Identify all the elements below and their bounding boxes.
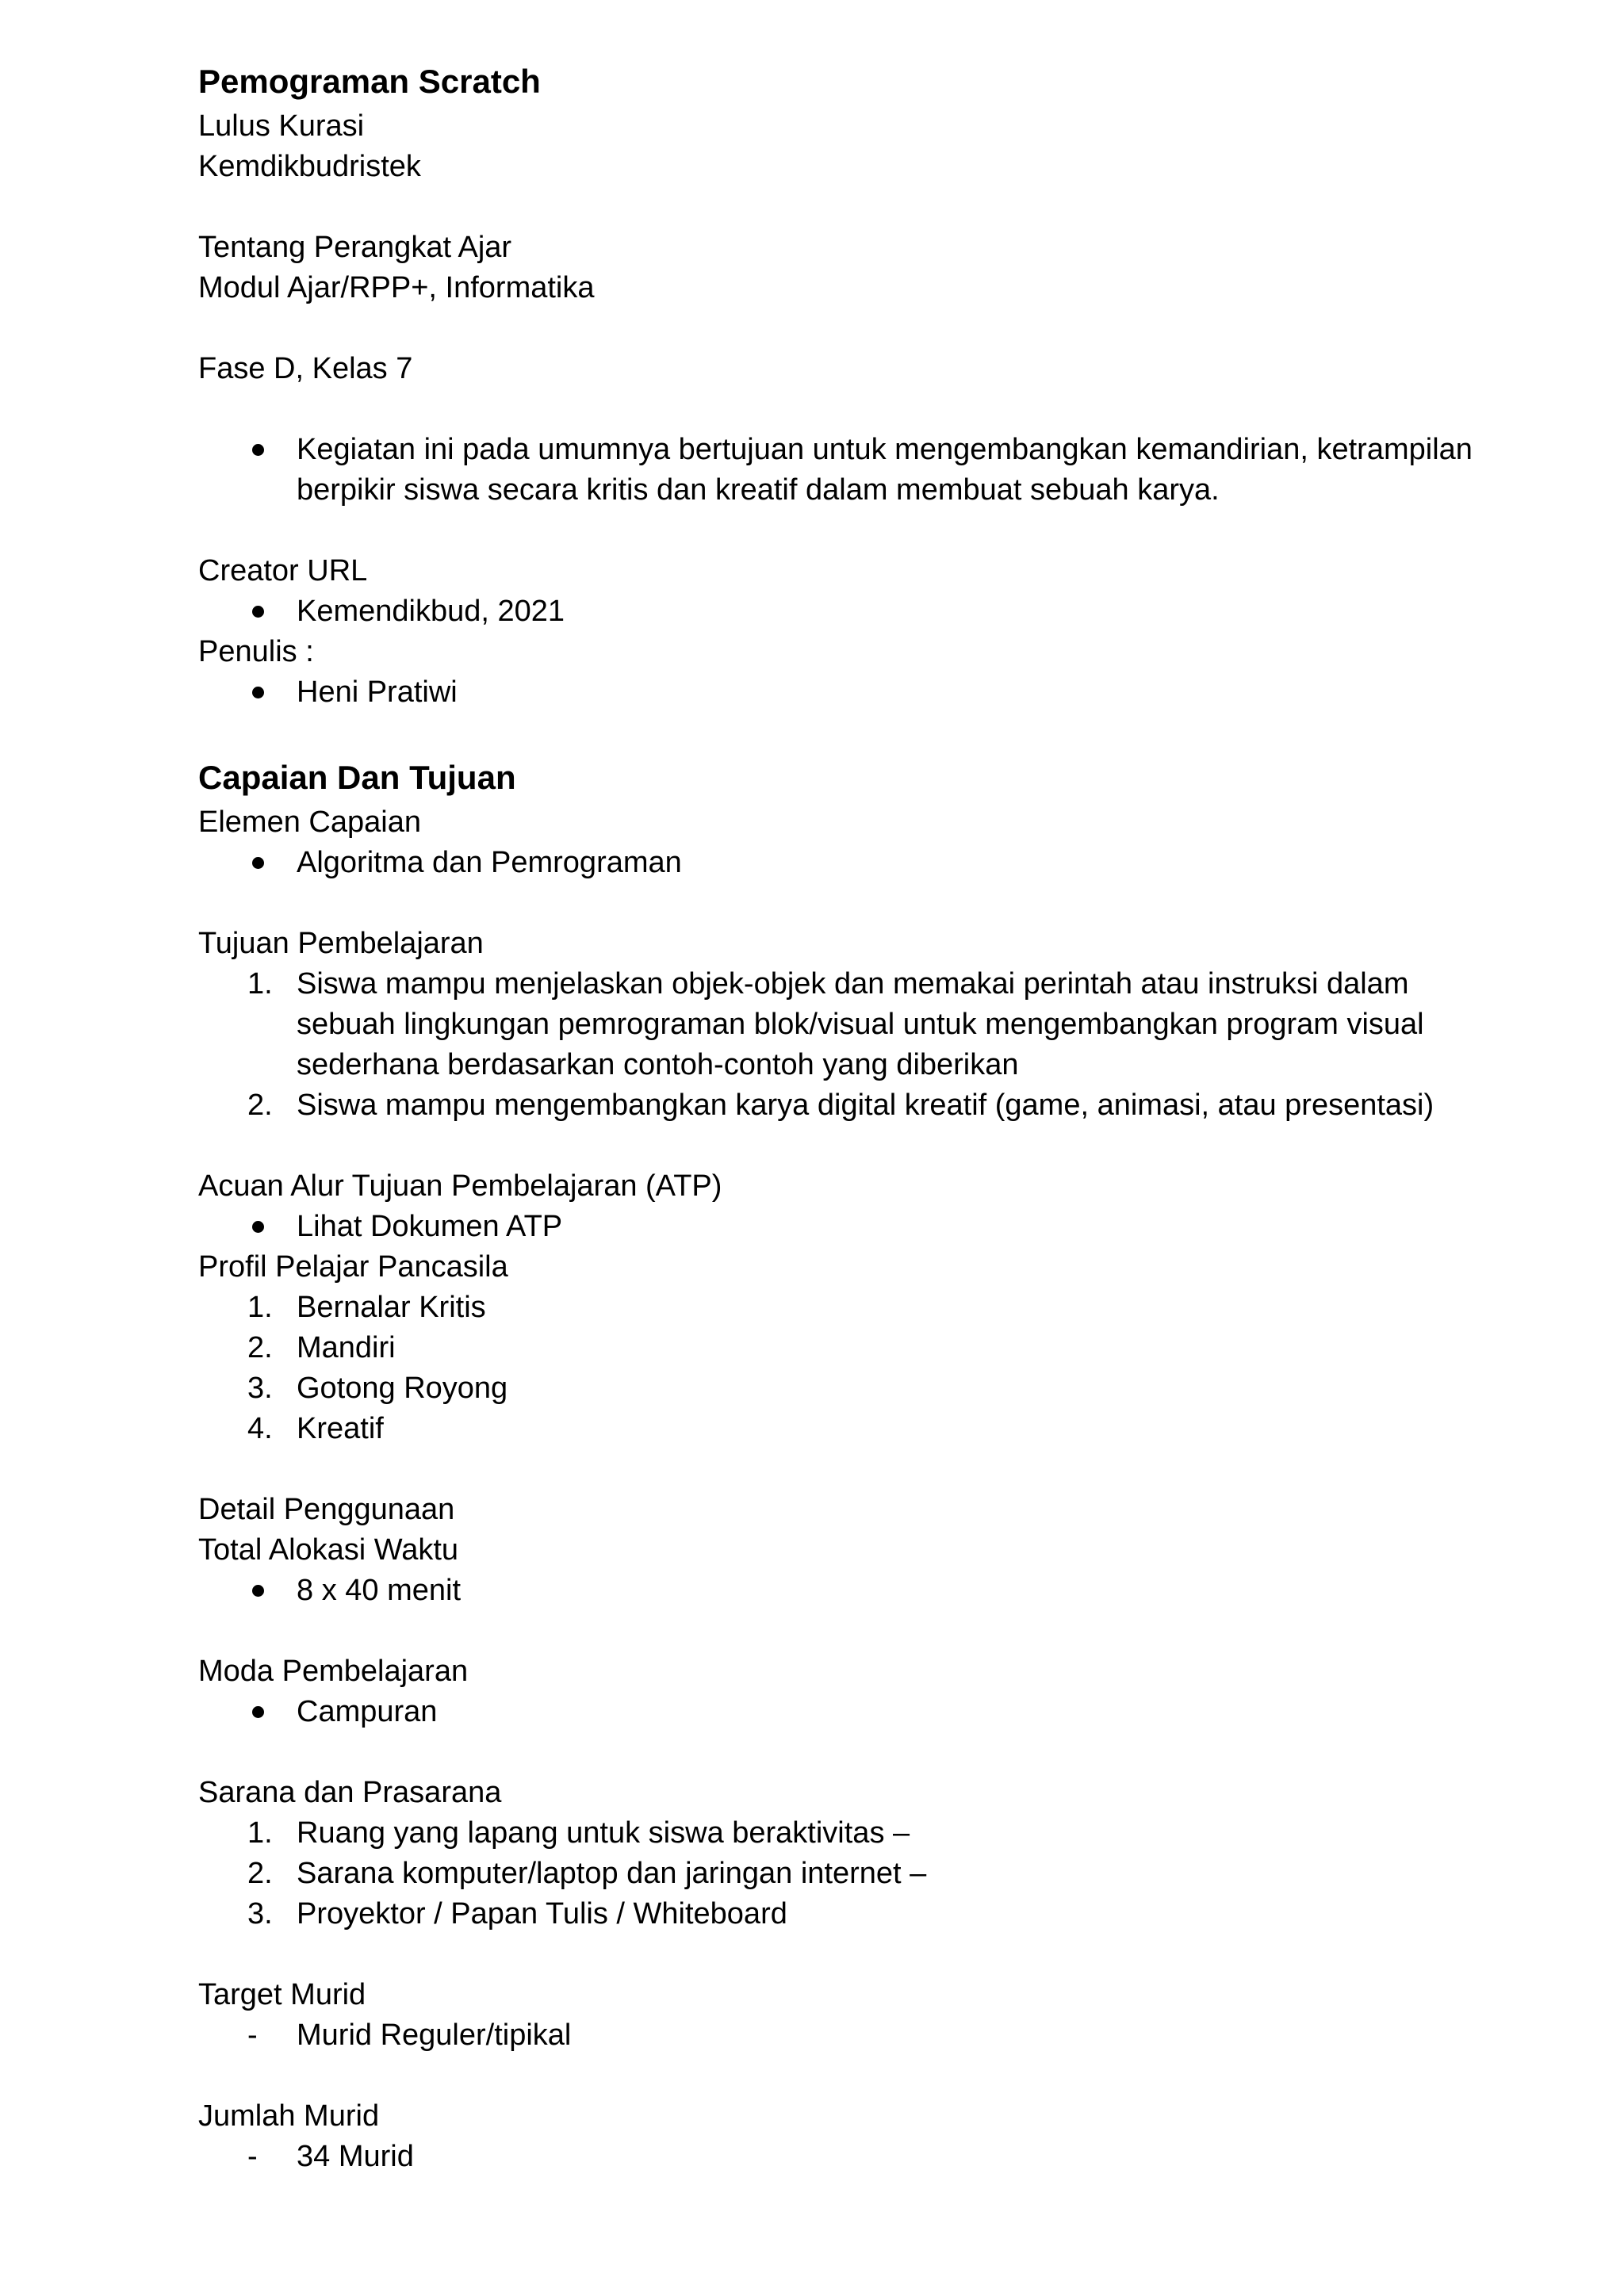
list-text: Bernalar Kritis [297,1291,486,1324]
list-item [198,964,1507,1085]
waktu-label: Total Alokasi Waktu [198,1533,459,1567]
detail-label: Detail Penggunaan [198,1493,455,1526]
document-page [198,57,1507,2177]
list-text: Siswa mampu menjelaskan objek-objek dan memakai perintah atau instruksi dalam sebuah lingkungan pemrograman blok/visual untuk mengembangkan program visual sederhana berdasarkan contoh-contoh yang diberikan [297,967,1424,1081]
moda-label: Moda Pembelajaran [198,1655,469,1688]
profil-label: Profil Pelajar Pancasila [198,1250,508,1284]
target-list [198,2015,1507,2056]
bullet-icon [252,1706,264,1718]
spacer [198,1449,1507,1490]
list-item [198,591,1507,632]
list-item [198,1328,1507,1368]
spacer [198,1732,1507,1773]
waktu-list [198,1571,1507,1611]
list-item [198,2137,1507,2177]
bullet-icon [252,1221,264,1233]
description-text: Kegiatan ini pada umumnya bertujuan untuk mengembangkan kemandirian, ketrampilan berpikir siswa secara kritis dan kreatif dalam membuat sebuah karya. [297,433,1473,507]
moda-value: Campuran [297,1695,438,1728]
curation-status: Lulus Kurasi [198,109,365,143]
list-item [198,1813,1507,1854]
list-item [198,1288,1507,1328]
list-item [198,672,1507,713]
list-number: 2. [247,1331,273,1364]
list-text: Mandiri [297,1331,396,1364]
list-text: Gotong Royong [297,1372,508,1405]
list-item [198,1085,1507,1126]
bullet-icon [252,444,264,456]
tujuan-label: Tujuan Pembelajaran [198,927,484,960]
list-text: Ruang yang lapang untuk siswa beraktivitas – [297,1816,910,1850]
atp-list [198,1207,1507,1247]
list-number: 1. [247,967,273,1001]
description-list [198,430,1507,511]
bullet-icon [252,857,264,869]
spacer [198,308,1507,349]
list-item [198,2015,1507,2056]
document-title: Pemograman Scratch [198,63,541,100]
list-item [198,1207,1507,1247]
spacer [198,713,1507,753]
author-value: Heni Pratiwi [297,675,458,709]
curator-name: Kemdikbudristek [198,150,421,183]
phase-class: Fase D, Kelas 7 [198,352,413,385]
list-text: Siswa mampu mengembangkan karya digital kreatif (game, animasi, atau presentasi) [297,1089,1434,1122]
list-item [198,1854,1507,1894]
list-item [198,1409,1507,1449]
list-number: 2. [247,1089,273,1122]
bullet-icon [252,606,264,618]
target-value: Murid Reguler/tipikal [297,2019,572,2052]
jumlah-list [198,2137,1507,2177]
list-number: 3. [247,1897,273,1931]
list-text: Kreatif [297,1412,384,1445]
list-text: Sarana komputer/laptop dan jaringan internet – [297,1857,927,1890]
author-label: Penulis : [198,635,314,668]
dash-marker: - [247,2140,258,2173]
spacer [198,1611,1507,1651]
sarana-list [198,1813,1507,1934]
atp-label: Acuan Alur Tujuan Pembelajaran (ATP) [198,1169,722,1203]
dash-marker: - [247,2019,258,2052]
sarana-label: Sarana dan Prasarana [198,1776,502,1809]
profil-list [198,1288,1507,1449]
target-label: Target Murid [198,1978,366,2011]
list-item [198,430,1507,511]
list-item [198,843,1507,883]
list-number: 3. [247,1372,273,1405]
spacer [198,1934,1507,1975]
list-text: Proyektor / Papan Tulis / Whiteboard [297,1897,787,1931]
list-item [198,1894,1507,1934]
elemen-label: Elemen Capaian [198,806,421,839]
list-number: 1. [247,1291,273,1324]
jumlah-value: 34 Murid [297,2140,414,2173]
list-number: 2. [247,1857,273,1890]
creator-value: Kemendikbud, 2021 [297,595,565,628]
spacer [198,2056,1507,2096]
list-number: 4. [247,1412,273,1445]
waktu-value: 8 x 40 menit [297,1574,461,1607]
bullet-icon [252,687,264,698]
spacer [198,511,1507,551]
about-title: Tentang Perangkat Ajar [198,231,512,264]
section-title: Capaian Dan Tujuan [198,759,516,796]
elemen-list [198,843,1507,883]
creator-label: Creator URL [198,554,368,587]
bullet-icon [252,1585,264,1597]
atp-value: Lihat Dokumen ATP [297,1210,563,1243]
spacer [198,883,1507,924]
tujuan-list [198,964,1507,1126]
spacer [198,1126,1507,1166]
spacer [198,389,1507,430]
spacer [198,187,1507,228]
jumlah-label: Jumlah Murid [198,2099,380,2133]
author-list [198,672,1507,713]
list-item [198,1692,1507,1732]
creator-list [198,591,1507,632]
moda-list [198,1692,1507,1732]
elemen-value: Algoritma dan Pemrograman [297,846,682,879]
list-number: 1. [247,1816,273,1850]
list-item [198,1368,1507,1409]
about-subtitle: Modul Ajar/RPP+, Informatika [198,271,595,304]
list-item [198,1571,1507,1611]
